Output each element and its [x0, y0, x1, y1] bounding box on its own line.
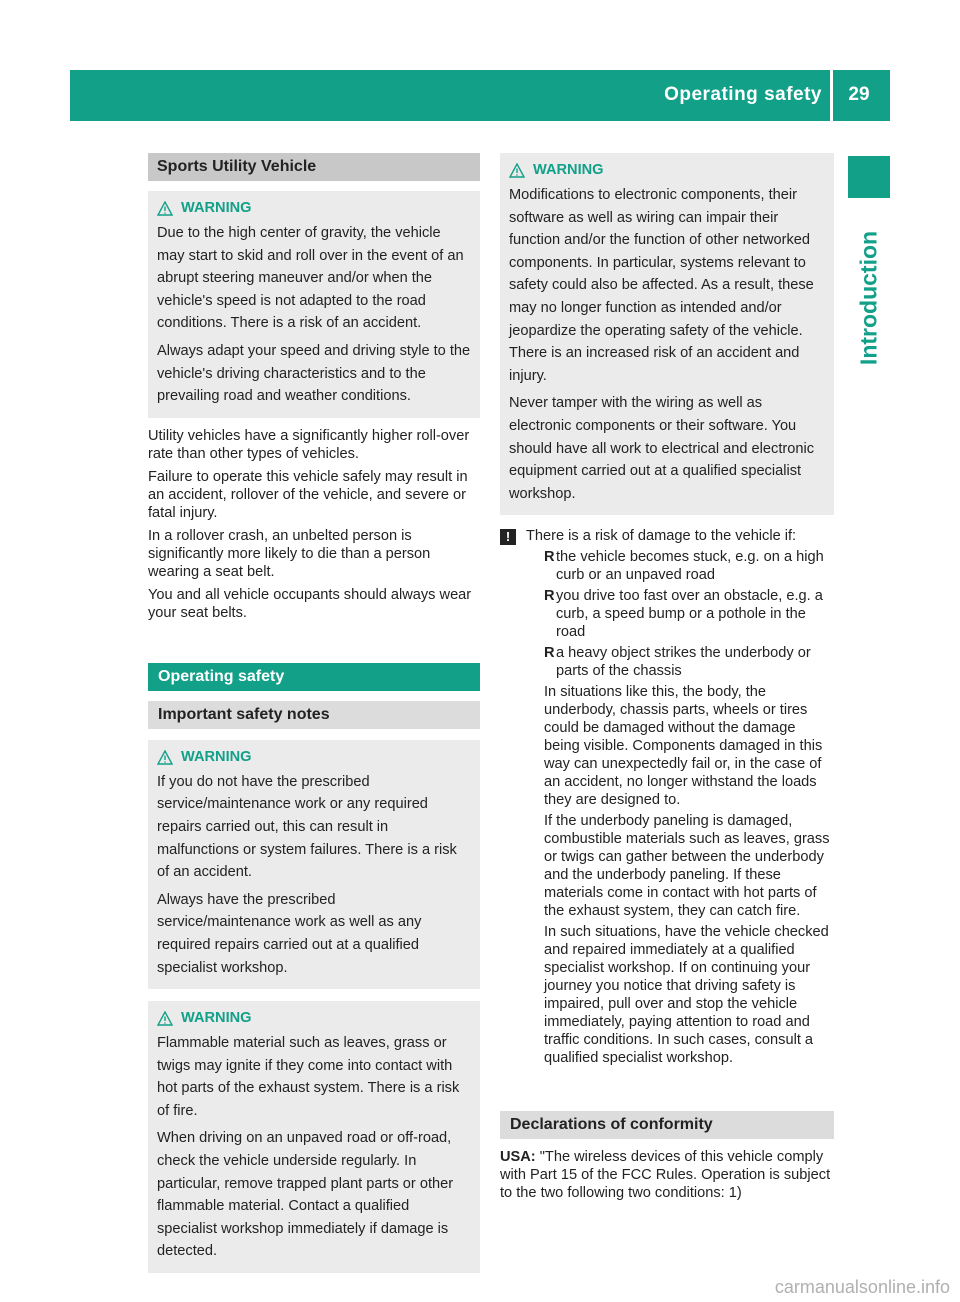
warning-title [157, 199, 471, 218]
bullet-marker: R [544, 549, 555, 566]
paragraph: You and all vehicle occupants should always wear your seat belts. [148, 586, 472, 621]
side-section-label: Introduction [855, 230, 882, 366]
bullet-marker: R [544, 645, 555, 662]
body-text-rollover [148, 427, 480, 622]
paragraph: If the underbody paneling is damaged, combustible materials such as leaves, grass or twigs can gather between the underbody and the underbody paneling. If these materials come in contact with hot parts of the exhaust system, they can catch fire. [544, 813, 830, 920]
usa-text: "The wireless devices of this vehicle comply with Part 15 of the FCC Rules. Operation is subject to the two following two conditions: 1) [500, 1149, 831, 1202]
declarations-text [500, 1148, 834, 1202]
bullet-text: the vehicle becomes stuck, e.g. on a high curb or an unpaved road [556, 549, 824, 584]
warning-title [157, 748, 471, 767]
section-heading-sports-utility-vehicle: Sports Utility Vehicle [148, 153, 480, 181]
paragraph [500, 1148, 834, 1202]
warning-text: If you do not have the prescribed service/maintenance work or any required repairs carried out, this can result in malfunctions or system failures. There is a risk of an accident. [157, 773, 457, 881]
page-header-title: Operating safety [664, 84, 822, 105]
warning-text: Always adapt your speed and driving style to the vehicle's driving characteristics and to the prevailing road and weather conditions. [157, 342, 471, 405]
bullet-text: you drive too fast over an obstacle, e.g. a curb, a speed bump or a pothole in the road [556, 588, 823, 641]
bullet-text: a heavy object strikes the underbody or parts of the chassis [556, 645, 811, 680]
warning-box-rollover [148, 191, 480, 418]
bullet-marker: R [544, 588, 555, 605]
watermark: carmanualsonline.info [774, 1277, 950, 1297]
notice-bullet-item [544, 548, 834, 584]
warning-text: Modifications to electronic components, their software as well as wiring can impair their function and/or the function of other networked components. In particular, systems relevant to safety could also be affected. As a result, these may no longer function as intended and/or jeopardize the operating safety of the vehicle. There is an increased risk of an accident and injury. [509, 187, 814, 384]
warning-triangle-icon [157, 201, 173, 216]
section-heading-declarations-of-conformity: Declarations of conformity [500, 1111, 834, 1139]
notice-bullet-item [544, 587, 834, 641]
warning-text: Always have the prescribed service/maintenance work as well as any required repairs carried out at a qualified specialist workshop. [157, 891, 422, 976]
section-heading-important-safety-notes: Important safety notes [148, 701, 480, 729]
warning-box-electronics [500, 153, 834, 515]
warning-title [509, 161, 825, 180]
paragraph: Utility vehicles have a significantly higher roll-over rate than other types of vehicles. [148, 427, 470, 462]
warning-label: WARNING [181, 200, 252, 216]
warning-box-fire [148, 1001, 480, 1273]
warning-triangle-icon [509, 163, 525, 178]
page-number: 29 [848, 84, 870, 105]
paragraph: In such situations, have the vehicle checked and repaired immediately at a qualified specialist workshop. If on continuing your journey you notice that driving safety is impaired, pull over and stop the vehicle immediately, paying attention to road and traffic conditions. In such cases, consult a qualified specialist workshop. [544, 924, 829, 1067]
warning-triangle-icon [157, 1011, 173, 1026]
header-separator [830, 70, 833, 121]
warning-label: WARNING [181, 1010, 252, 1027]
warning-title [157, 1009, 471, 1028]
left-column [148, 153, 480, 1273]
notice-intro: There is a risk of damage to the vehicle if: [526, 528, 797, 545]
notice-exclamation-icon: ! [500, 529, 516, 545]
section-heading-operating-safety: Operating safety [148, 663, 480, 691]
warning-text: Flammable material such as leaves, grass or twigs may ignite if they come into contact with hot parts of the exhaust system. There is a risk of fire. [157, 1035, 460, 1119]
paragraph: Failure to operate this vehicle safely may result in an accident, rollover of the vehicle, and severe or fatal injury. [148, 468, 468, 521]
notice-block [500, 527, 834, 1070]
notice-bullet-item [544, 644, 834, 680]
warning-label: WARNING [533, 162, 604, 178]
warning-label: WARNING [181, 748, 252, 765]
usa-label: USA: [500, 1149, 536, 1166]
warning-triangle-icon [157, 750, 173, 765]
warning-text: When driving on an unpaved road or off-road, check the vehicle underside regularly. In particular, remove trapped plant parts or other flammable material. Contact a qualified specialist workshop immediately if damage is detected. [157, 1130, 454, 1260]
side-tab-marker [848, 156, 890, 198]
paragraph: In situations like this, the body, the underbody, chassis parts, wheels or tires could be damaged without the damage being visible. Components damaged in this way can unexpectedly fail or, in the case of an accident, no longer withstand the loads they are designed to. [544, 684, 823, 809]
warning-text: Due to the high center of gravity, the vehicle may start to skid and roll over in the event of an abrupt steering maneuver and/or when the vehicle's speed is not adapted to the road conditions. There is a risk of an accident. [157, 225, 464, 332]
warning-text: Never tamper with the wiring as well as electronic components or their software. You should have all work to electrical and electronic equipment carried out at a qualified specialist workshop. [509, 395, 815, 502]
paragraph: In a rollover crash, an unbelted person is significantly more likely to die than a person wearing a seat belt. [148, 527, 431, 580]
right-column [500, 153, 834, 1204]
warning-box-service [148, 740, 480, 989]
notice-bullet-list [544, 548, 834, 680]
notice-body [526, 527, 834, 1070]
